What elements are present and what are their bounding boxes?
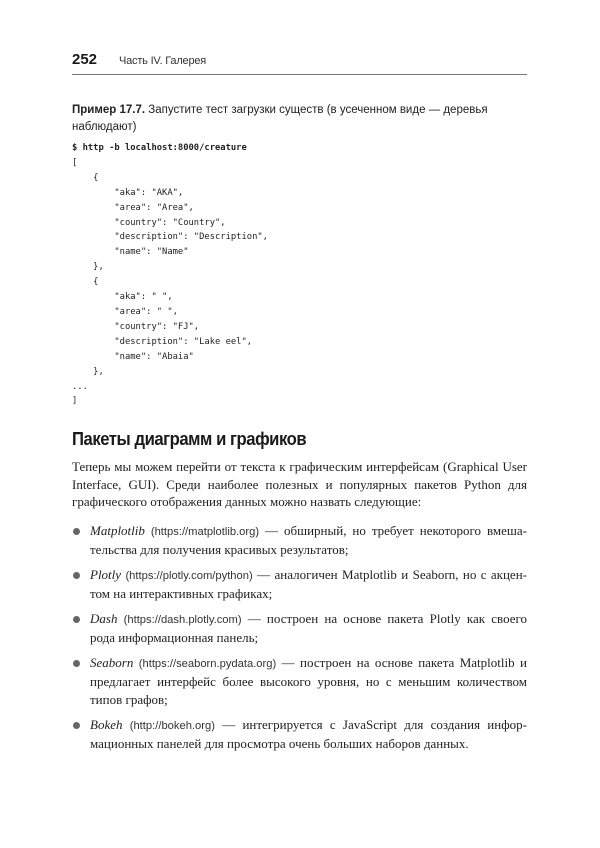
example-text: Запустите тест загрузки существ (в усеченном виде — деревья наблюдают) — [72, 104, 488, 133]
bullet-icon — [73, 616, 80, 623]
intro-paragraph: Теперь мы можем перейти от текста к графическим интерфейсам (Graphical User Interface, GUI). Среди наиболее полезных и популярных пакетов Python для графического отображения данных можно назвать следующие: — [72, 459, 527, 509]
package-name: Matplotlib — [90, 523, 145, 538]
package-url[interactable]: (https://matplotlib.org) — [150, 526, 260, 538]
page-number: 252 — [72, 51, 98, 68]
list-item — [72, 522, 527, 559]
page-header — [72, 50, 527, 74]
bullet-icon — [73, 528, 80, 535]
example-caption — [72, 102, 527, 136]
package-name: Plotly — [90, 567, 122, 582]
list-item — [72, 716, 527, 753]
package-desc: — построен на основе пакета Plotly как своего рода информационная панель; — [90, 611, 528, 645]
header-rule — [72, 74, 527, 75]
package-list — [72, 522, 527, 760]
package-url[interactable]: (http://bokeh.org) — [129, 720, 215, 732]
package-url[interactable]: (https://seaborn.pydata.org) — [138, 658, 277, 670]
example-label: Пример 17.7. — [72, 104, 146, 116]
package-name: Dash — [90, 611, 118, 626]
code-listing — [72, 141, 268, 409]
bullet-icon — [73, 722, 80, 729]
package-desc: — обширный, но требует некоторого вмешательства для получения красивых результатов; — [90, 523, 528, 557]
package-desc: — интегрируется с JavaScript для создания информационных панелей для просмотра очень больших наборов данных. — [90, 717, 527, 751]
list-item — [72, 566, 527, 603]
running-title: Часть IV. Галерея — [119, 55, 207, 67]
package-desc: — аналогичен Matplotlib и Seaborn, но с акцентом на интерактивных графиках; — [90, 567, 527, 601]
bullet-icon — [73, 660, 80, 667]
bullet-icon — [73, 572, 80, 579]
list-item — [72, 610, 527, 647]
section-title: Пакеты диаграмм и графиков — [72, 428, 307, 449]
package-name: Bokeh — [90, 717, 123, 732]
package-url[interactable]: (https://dash.plotly.com) — [123, 614, 242, 626]
package-url[interactable]: (https://plotly.com/python) — [125, 570, 253, 582]
package-desc: — построен на основе пакета Matplotlib и предлагает интерфейс более высокого уровня, но с меньшим количеством типов графов; — [90, 655, 527, 707]
package-name: Seaborn — [90, 655, 134, 670]
code-command: $ http -b localhost:8000/creature — [72, 143, 247, 153]
list-item — [72, 654, 527, 709]
code-output: [ { "aka": "AKA", "area": "Area", "country": "Country", "description": "Description", "name": "Name" }, { "aka": " ", "area": " ", "country": "FJ", "description": "Lake eel", "name": "Abaia" }, ... ] — [72, 157, 268, 407]
